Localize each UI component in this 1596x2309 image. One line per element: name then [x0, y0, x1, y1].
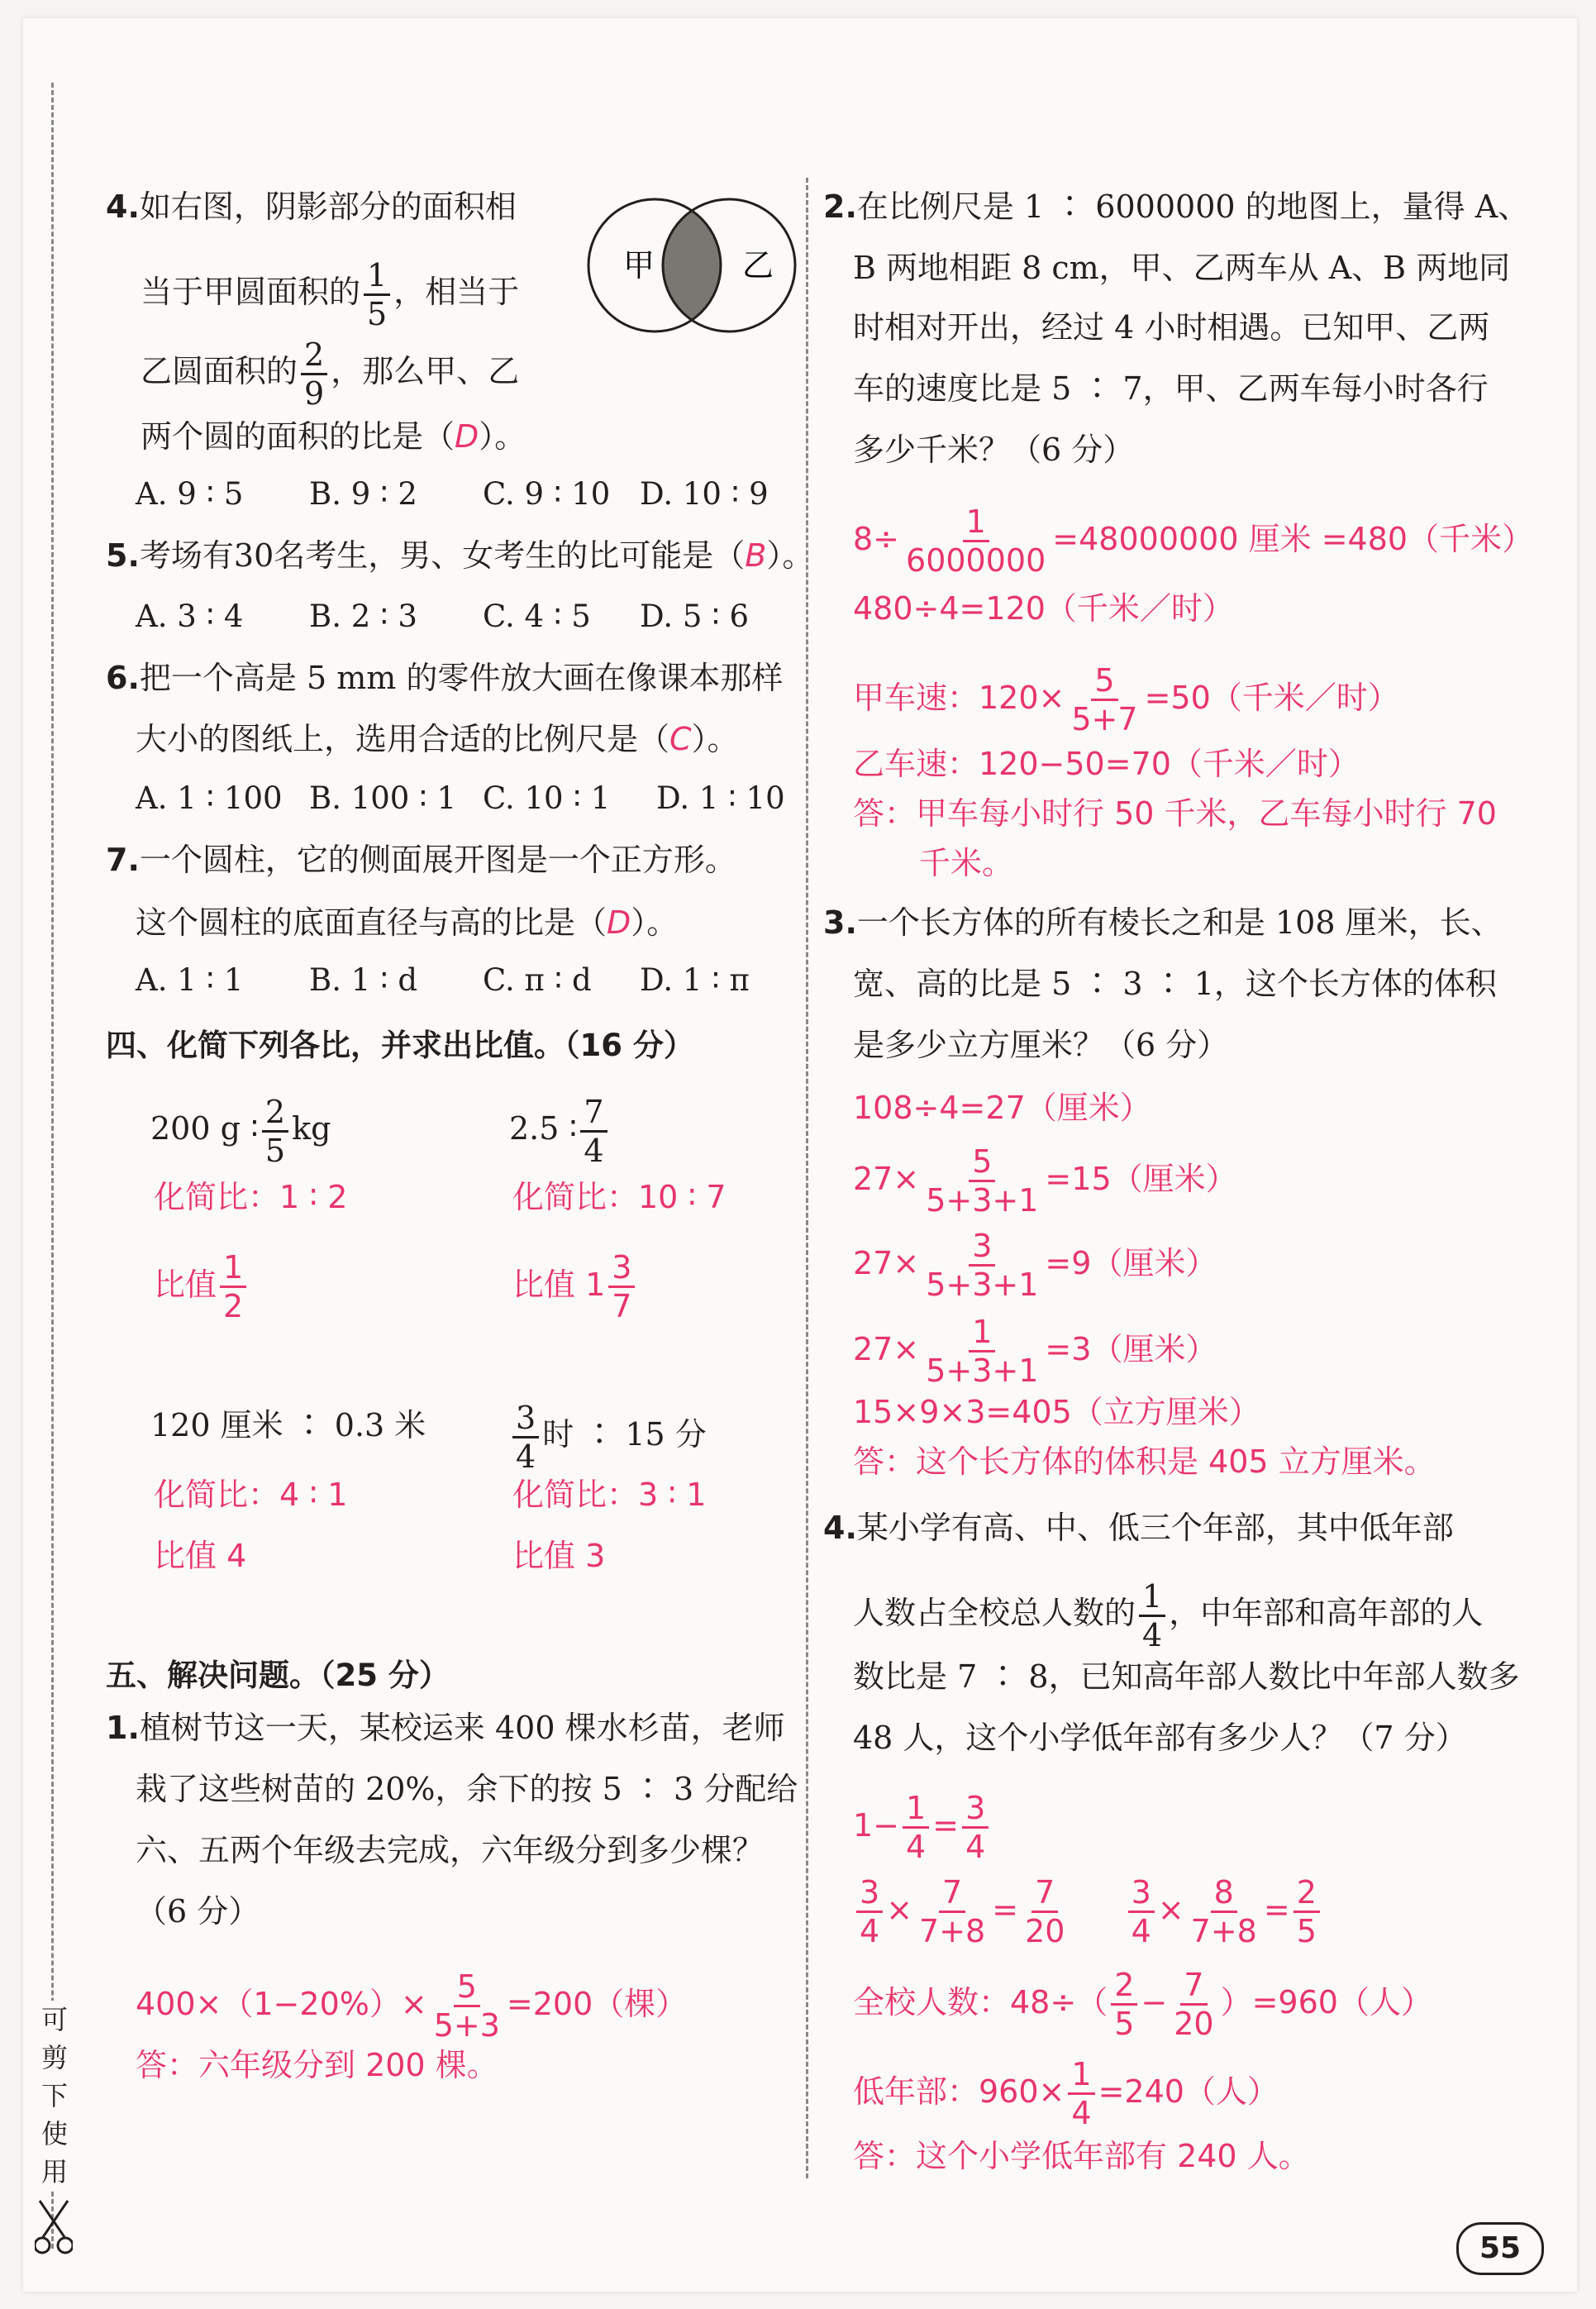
q4-option-b: B. 9 ∶ 2 [309, 476, 417, 512]
venn-label-a: 甲 [623, 247, 655, 284]
r-q2-step-3: 甲车速：120× $\frac{5}{5+7}$ =50（千米／时） [853, 662, 1399, 737]
q7-option-a: A. 1 ∶ 1 [136, 962, 244, 998]
fraction: $\frac{7}{7+8}$ [919, 1874, 986, 1949]
ratio-4-value: 比值 3 [512, 1538, 606, 1574]
ratio-problem-1: 200 g ∶ $\frac{2}{5}$ kg [150, 1094, 331, 1169]
r-q3-step-3: 27× $\frac{3}{5+3+1}$ =9（厘米） [853, 1228, 1217, 1303]
q7-option-b: B. 1 ∶ d [309, 962, 418, 998]
question-4-line3: 乙圆面积的 $\frac{2}{9}$ ，那么甲、乙 [141, 336, 520, 412]
r-q4-step-1: 1− $\frac{1}{4}$ = $\frac{3}{4}$ [853, 1792, 992, 1863]
q5-option-b: B. 2 ∶ 3 [309, 599, 417, 634]
ratio-1-simplified: 化简比：1 ∶ 2 [154, 1179, 348, 1215]
question-5: 5.考场有30名考生，男、女考生的比可能是（B）。 [106, 537, 814, 574]
r-question-3: 3.一个长方体的所有棱长之和是 108 厘米，长、 [823, 904, 1503, 941]
ratio-2-simplified: 化简比：10 ∶ 7 [512, 1179, 727, 1215]
r-question-4: 4.某小学有高、中、低三个年部，其中低年部 [823, 1510, 1454, 1546]
question-7: 7.一个圆柱，它的侧面展开图是一个正方形。 [106, 842, 736, 878]
question-6: 6.把一个高是 5 mm 的零件放大画在像课本那样 [106, 660, 784, 696]
fraction: $\frac{3}{4}$ [1128, 1877, 1155, 1947]
r-q2-step-4: 乙车速：120−50=70（千米／时） [853, 746, 1360, 782]
ratio-3-simplified: 化简比：4 ∶ 1 [154, 1477, 348, 1513]
r-q2-answer: 答：甲车每小时行 50 千米，乙车每小时行 70 [853, 795, 1497, 832]
fraction: $\frac{7}{20}$ [1174, 1967, 1214, 2042]
fraction: $\frac{1}{2}$ [220, 1252, 246, 1322]
r-question-4-line2: 人数占全校总人数的 $\frac{1}{4}$ ，中年部和高年部的人 [853, 1578, 1484, 1653]
cut-guide-line [51, 83, 54, 2249]
s5-question-1-line2: 栽了这些树苗的 20%，余下的按 5 ∶ 3 分配给 [136, 1771, 798, 1807]
fraction: $\frac{3}{4}$ [856, 1877, 883, 1947]
venn-diagram [565, 195, 822, 336]
r-question-2-line4: 车的速度比是 5 ∶ 7，甲、乙两车每小时各行 [853, 370, 1489, 407]
fraction: $\frac{1}{4}$ [1139, 1581, 1165, 1651]
q7-option-c: C. π ∶ d [483, 962, 592, 998]
fraction: $\frac{7}{4}$ [580, 1096, 607, 1166]
q6-option-a: A. 1 ∶ 100 [136, 780, 283, 816]
fraction: $\frac{1}{5}$ [364, 260, 390, 330]
r-q3-step-2: 27× $\frac{5}{5+3+1}$ =15（厘米） [853, 1143, 1237, 1219]
r-q3-step-4: 27× $\frac{1}{5+3+1}$ =3（厘米） [853, 1314, 1217, 1389]
r-question-4-line4: 48 人，这个小学低年部有多少人？（7 分） [853, 1720, 1467, 1756]
r-question-2: 2.在比例尺是 1 ∶ 6000000 的地图上，量得 A、 [823, 188, 1530, 225]
q5-option-d: D. 5 ∶ 6 [640, 599, 750, 634]
question-4-line2: 当于甲圆面积的 $\frac{1}{5}$ ，相当于 [141, 257, 520, 332]
q6-option-c: C. 10 ∶ 1 [483, 780, 611, 816]
ratio-problem-3: 120 厘米 ∶ 0.3 米 [150, 1407, 426, 1443]
s5-question-1-line3: 六、五两个年级去完成，六年级分到多少棵？ [136, 1832, 765, 1868]
q4-option-c: C. 9 ∶ 10 [483, 476, 611, 512]
q4-option-a: A. 9 ∶ 5 [136, 476, 244, 512]
ratio-4-simplified: 化简比：3 ∶ 1 [512, 1477, 707, 1513]
q6-option-d: D. 1 ∶ 10 [656, 780, 785, 816]
ratio-problem-2: 2.5 ∶ $\frac{7}{4}$ [509, 1096, 611, 1166]
column-divider [806, 178, 808, 2178]
r-question-2-line3: 时相对开出，经过 4 小时相遇。已知甲、乙两 [853, 309, 1490, 346]
venn-label-b: 乙 [742, 247, 774, 284]
r-q2-answer-cont: 千米。 [919, 845, 1014, 881]
scissors-icon [35, 2199, 73, 2257]
answer-q5: B [745, 537, 767, 574]
r-q4-step-4: 低年部：960× $\frac{1}{4}$ =240（人） [853, 2056, 1279, 2131]
q6-option-b: B. 100 ∶ 1 [309, 780, 457, 816]
r-q3-answer: 答：这个长方体的体积是 405 立方厘米。 [853, 1443, 1436, 1480]
r-q4-step-3: 全校人数：48÷（ $\frac{2}{5}$ − $\frac{7}{20}$ ）=960（人） [853, 1967, 1432, 2042]
r-q2-step-1: 8÷ $\frac{1}{6000000}$ =48000000 厘米 =480（千米） [853, 503, 1534, 579]
fraction: $\frac{2}{5}$ [262, 1096, 288, 1166]
fraction: $\frac{1}{4}$ [1068, 2059, 1094, 2129]
page-number: 55 [1456, 2222, 1544, 2275]
answer-q7: D [607, 904, 631, 941]
r-q3-step-1: 108÷4=27（厘米） [853, 1090, 1151, 1126]
r-question-2-line5: 多少千米？（6 分） [853, 432, 1135, 468]
fraction: $\frac{2}{9}$ [301, 339, 327, 409]
answer-q4: D [455, 418, 479, 455]
fraction: $\frac{3}{7}$ [608, 1252, 635, 1322]
q4-option-d: D. 10 ∶ 9 [640, 476, 769, 512]
s5-question-1-line4: （6 分） [136, 1893, 260, 1930]
fraction: $\frac{5}{5+3}$ [433, 1968, 500, 2044]
question-4: 4.如右图，阴影部分的面积相 [106, 188, 517, 225]
answer-q6: C [669, 721, 692, 757]
question-7-line2: 这个圆柱的底面直径与高的比是（D）。 [136, 904, 679, 941]
r-q2-step-2: 480÷4=120（千米／时） [853, 590, 1234, 627]
s5-q1-answer: 答：六年级分到 200 棵。 [136, 2047, 498, 2083]
fraction: $\frac{8}{7+8}$ [1190, 1874, 1257, 1949]
r-question-3-line3: 是多少立方厘米？（6 分） [853, 1027, 1229, 1063]
r-q4-step-2: $\frac{3}{4}$ × $\frac{7}{7+8}$ = $\frac{7}{20}$ $\frac{3}{4}$ × $\frac{8}{7+8}$ = $\frac{2}{5}$ [853, 1877, 1323, 1947]
r-question-2-line2: B 两地相距 8 cm，甲、乙两车从 A、B 两地同 [853, 250, 1511, 286]
fraction: $\frac{1}{6000000}$ [906, 503, 1046, 579]
fraction: $\frac{1}{5+3+1}$ [926, 1314, 1039, 1389]
fraction: $\frac{3}{5+3+1}$ [926, 1228, 1039, 1303]
r-q4-answer: 答：这个小学低年部有 240 人。 [853, 2138, 1310, 2174]
fraction: $\frac{3}{4}$ [962, 1792, 989, 1863]
s5-q1-solution: 400×（1−20%）× $\frac{5}{5+3}$ =200（棵） [136, 1968, 688, 2044]
ratio-problem-4: $\frac{3}{4}$ 时 ∶ 15 分 [509, 1402, 707, 1472]
ratio-2-value: 比值 1 $\frac{3}{7}$ [512, 1252, 638, 1322]
fraction: $\frac{5}{5+7}$ [1071, 662, 1138, 737]
section-5-title: 五、解决问题。（25 分） [106, 1658, 450, 1693]
fraction: $\frac{7}{20}$ [1025, 1874, 1065, 1949]
r-question-3-line2: 宽、高的比是 5 ∶ 3 ∶ 1，这个长方体的体积 [853, 966, 1497, 1002]
r-q3-step-5: 15×9×3=405（立方厘米） [853, 1394, 1260, 1430]
fraction: $\frac{1}{4}$ [903, 1792, 929, 1863]
q5-option-a: A. 3 ∶ 4 [136, 599, 244, 634]
s5-question-1: 1.植树节这一天，某校运来 400 棵水杉苗，老师 [106, 1710, 785, 1746]
q5-option-c: C. 4 ∶ 5 [483, 599, 591, 634]
q7-option-d: D. 1 ∶ π [640, 962, 750, 998]
question-6-line2: 大小的图纸上，选用合适的比例尺是（C）。 [136, 721, 739, 757]
section-4-title: 四、化简下列各比，并求出比值。（16 分） [106, 1028, 694, 1063]
ratio-3-value: 比值 4 [154, 1538, 247, 1574]
r-question-4-line3: 数比是 7 ∶ 8，已知高年部人数比中年部人数多 [853, 1658, 1520, 1695]
fraction: $\frac{2}{5}$ [1111, 1969, 1137, 2039]
fraction: $\frac{5}{5+3+1}$ [926, 1143, 1039, 1219]
fraction: $\frac{2}{5}$ [1293, 1877, 1320, 1947]
ratio-1-value: 比值 $\frac{1}{2}$ [154, 1252, 250, 1322]
question-4-line4: 两个圆的面积的比是（D）。 [141, 418, 526, 455]
cut-label: 可 剪 下 使 用 [40, 2001, 69, 2191]
fraction: $\frac{3}{4}$ [512, 1402, 539, 1472]
